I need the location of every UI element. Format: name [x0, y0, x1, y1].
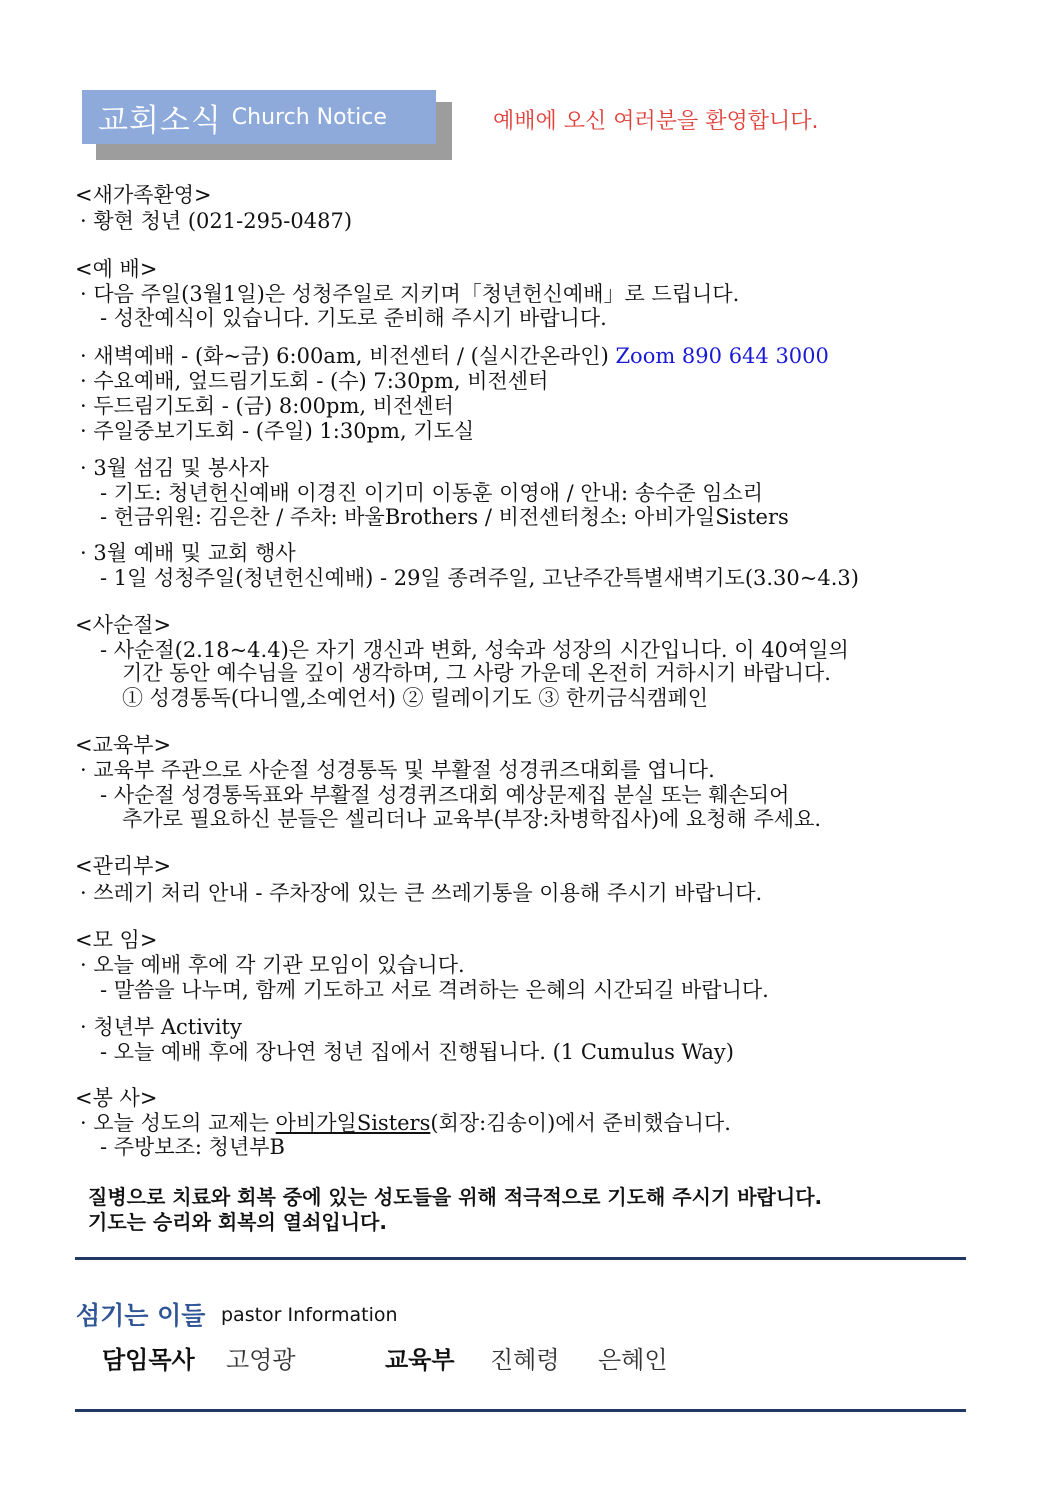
admin-line-1: · 쓰레기 처리 안내 - 주차장에 있는 큰 쓰레기통을 이용해 주시기 바랍니다.	[80, 881, 763, 905]
header-title-en: Church Notice	[231, 104, 387, 130]
new-family-item: · 황현 청년 (021-295-0487)	[80, 209, 353, 233]
new-family-heading: <새가족환영>	[75, 183, 212, 207]
zoom-link[interactable]: Zoom 890 644 3000	[615, 344, 829, 368]
prayer-note-line-1: 질병으로 치료와 회복 중에 있는 성도들을 위해 적극적으로 기도해 주시기 바랍니다.	[88, 1185, 823, 1209]
senior-pastor-name: 고영광	[226, 1346, 296, 1374]
header-title-box	[82, 90, 436, 144]
gathering-line-1: · 오늘 예배 후에 각 기관 모임이 있습니다.	[80, 953, 465, 977]
dawn-worship-text: · 새벽예배 - (화~금) 6:00am, 비전센터 / (실시간온라인)	[80, 344, 609, 368]
friday-prayer-line: · 두드림기도회 - (금) 8:00pm, 비전센터	[80, 394, 454, 418]
education-dept-label: 교육부	[385, 1346, 455, 1374]
gathering-heading: <모 임>	[75, 928, 158, 952]
pastors-title: 섬기는 이들	[76, 1301, 206, 1330]
welcome-message: 예배에 오신 여러분을 환영합니다.	[493, 109, 819, 134]
gathering-line-4: - 오늘 예배 후에 장나연 청년 집에서 진행됩니다. (1 Cumulus Way)	[100, 1040, 734, 1064]
service-line-1	[80, 1110, 731, 1136]
education-line-2: - 사순절 성경통독표와 부활절 성경퀴즈대회 예상문제집 분실 또는 훼손되어	[100, 783, 790, 807]
divider-bottom	[75, 1409, 966, 1412]
gathering-line-3: · 청년부 Activity	[80, 1015, 242, 1039]
gathering-line-2: - 말씀을 나누며, 함께 기도하고 서로 격려하는 은혜의 시간되길 바랍니다.	[100, 978, 769, 1002]
dawn-worship-line	[80, 343, 829, 369]
header-title-ko: 교회소식	[98, 102, 222, 139]
lent-line-1: - 사순절(2.18~4.4)은 자기 갱신과 변화, 성숙과 성장의 시간입니다. 이 40여일의	[100, 638, 849, 662]
education-heading: <교육부>	[75, 733, 172, 757]
servants-title: · 3월 섬김 및 봉사자	[80, 456, 269, 480]
events-line-1: - 1일 성청주일(청년헌신예배) - 29일 종려주일, 고난주간특별새벽기도(3.30~4.3)	[100, 566, 859, 590]
lent-heading: <사순절>	[75, 613, 172, 637]
service-line-2: - 주방보조: 청년부B	[100, 1135, 285, 1159]
divider-top	[75, 1257, 966, 1260]
education-line-3: 추가로 필요하신 분들은 셀리더나 교육부(부장:차병학집사)에 요청해 주세요.	[122, 807, 822, 831]
lent-line-2: 기간 동안 예수님을 깊이 생각하며, 그 사랑 가운데 온전히 거하시기 바랍니다.	[122, 661, 831, 685]
worship-line-1: · 다음 주일(3월1일)은 성청주일로 지키며「청년헌신예배」로 드립니다.	[80, 282, 740, 306]
service-line-1-post: (회장:김송이)에서 준비했습니다.	[430, 1111, 731, 1135]
events-title: · 3월 예배 및 교회 행사	[80, 541, 296, 565]
service-line-1-pre: · 오늘 성도의 교제는	[80, 1111, 276, 1135]
education-line-1: · 교육부 주관으로 사순절 성경통독 및 부활절 성경퀴즈대회를 엽니다.	[80, 758, 715, 782]
prayer-note-line-2: 기도는 승리와 회복의 열쇠입니다.	[88, 1210, 387, 1234]
worship-heading: <예 배>	[75, 257, 158, 281]
lent-line-3: ① 성경통독(다니엘,소예언서) ② 릴레이기도 ③ 한끼금식캠페인	[122, 686, 709, 710]
servants-line-1: - 기도: 청년헌신예배 이경진 이기미 이동훈 이영애 / 안내: 송수준 임소리	[100, 481, 764, 505]
service-host-group: 아비가일Sisters	[275, 1111, 431, 1135]
pastors-subtitle: pastor Information	[221, 1304, 398, 1326]
worship-line-2: - 성찬예식이 있습니다. 기도로 준비해 주시기 바랍니다.	[100, 306, 607, 330]
wednesday-worship-line: · 수요예배, 엎드림기도회 - (수) 7:30pm, 비전센터	[80, 369, 549, 393]
education-dept-name-1: 진혜령	[490, 1346, 560, 1374]
service-heading: <봉 사>	[75, 1086, 158, 1110]
sunday-prayer-line: · 주일중보기도회 - (주일) 1:30pm, 기도실	[80, 419, 475, 443]
admin-heading: <관리부>	[75, 854, 172, 878]
senior-pastor-label: 담임목사	[102, 1346, 195, 1374]
education-dept-name-2: 은혜인	[598, 1346, 668, 1374]
servants-line-2: - 헌금위원: 김은찬 / 주차: 바울Brothers / 비전센터청소: 아비가일Sisters	[100, 505, 789, 529]
